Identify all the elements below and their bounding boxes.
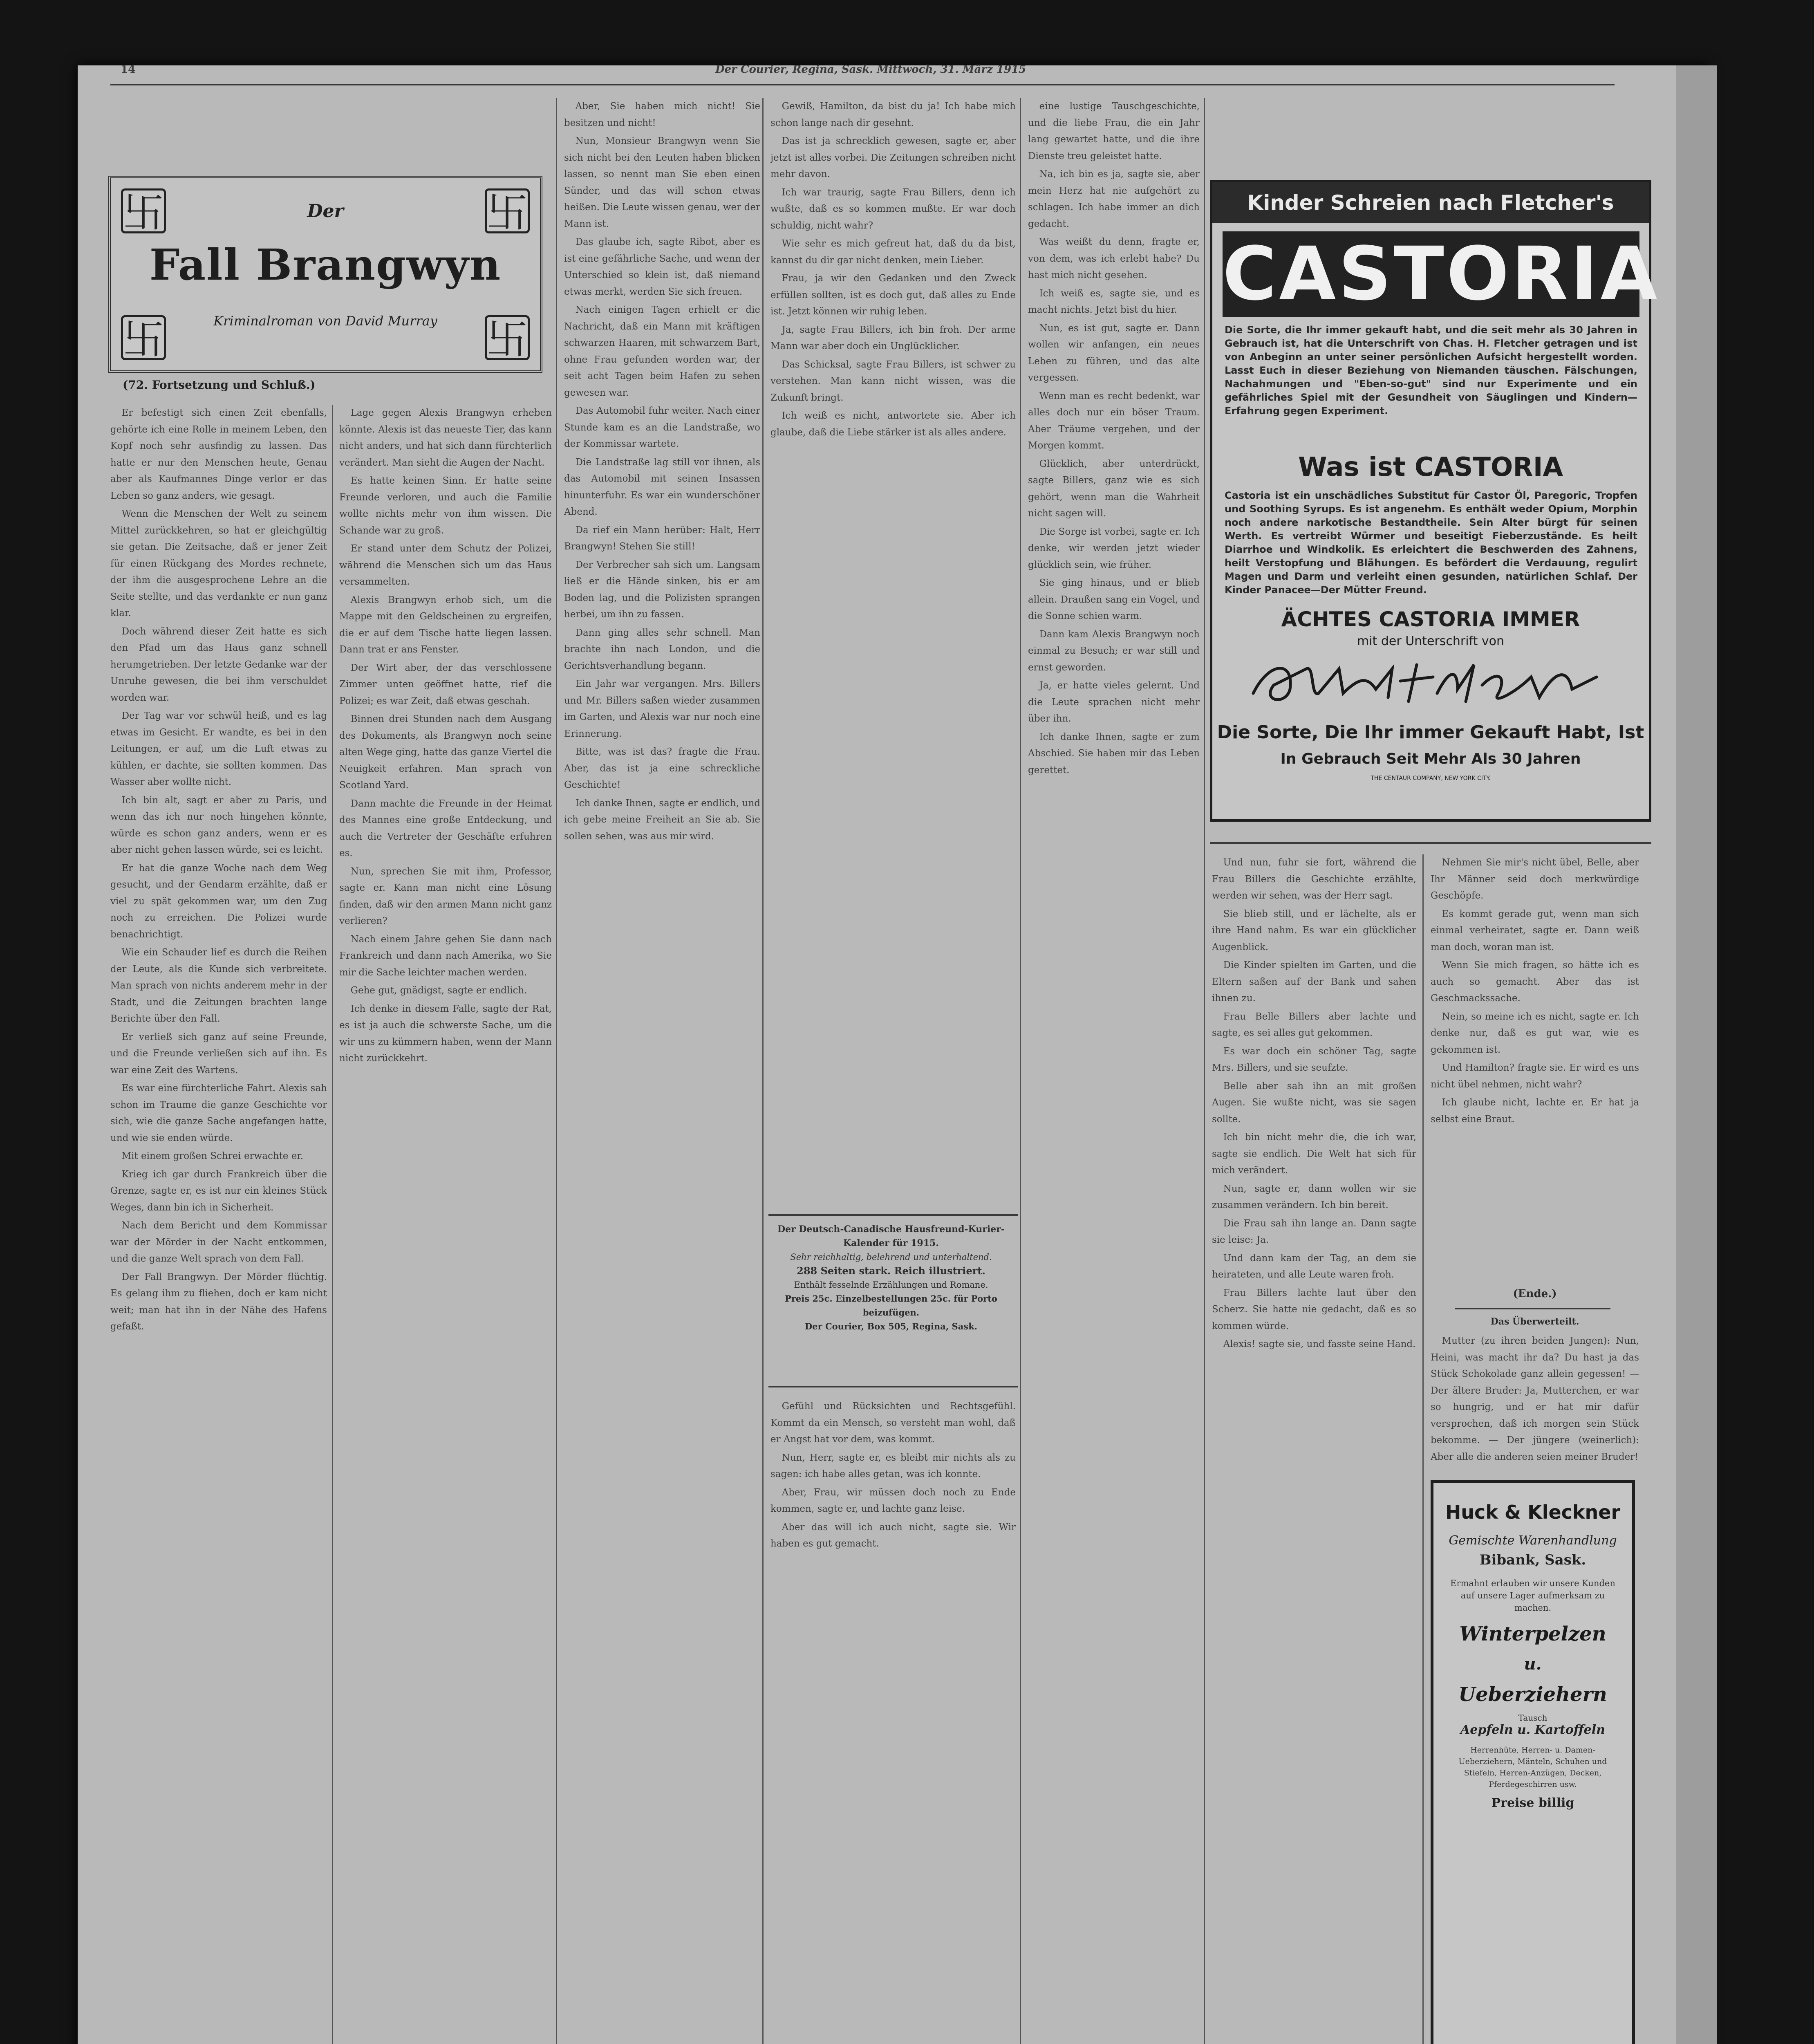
paragraph: Ein Jahr war vergangen. Mrs. Billers und Mr. Billers saßen wieder zusammen im Garten, und Alexis war nur noch eine Erinnerung.: [564, 679, 760, 739]
castoria-what-is: Was ist CASTORIA: [1298, 452, 1563, 482]
paragraph: Belle aber sah ihn an mit großen Augen. Sie wußte nicht, was sie sagen sollte.: [1212, 1080, 1416, 1125]
huck-product: Winterpelzen: [1459, 1623, 1606, 1645]
castoria-intro: Die Sorte, die Ihr immer gekauft habt, und die seit mehr als 30 Jahren in Gebrauch ist, hat die Unterschrift von Chas. H. Fletcher getragen und ist von Anbeginn an unter seiner persönlichen Aufsicht hergestellt worden. Lasst Euch in dieser Beziehung von Niemanden täuschen. Fälschungen, Nachahmungen und "Eben-so-gut" sind nur Experimente und ein gefährliches Spiel mit der Gesundheit von Säuglingen und Kindern—Erfahrung gegen Experiment.: [1225, 324, 1637, 417]
humor-text: [1431, 1333, 1639, 1472]
paragraph: Es kommt gerade gut, wenn man sich einmal verheiratet, sagte er. Dann weiß man doch, woran man ist.: [1431, 908, 1639, 953]
paragraph: Wie sehr es mich gefreut hat, daß du da bist, kannst du dir gar nicht denken, mein Lieber.: [770, 238, 1016, 266]
paragraph: Nach dem Bericht und dem Kommissar war der Mörder in der Nacht entkommen, und die ganze Welt sprach von dem Fall.: [110, 1220, 327, 1264]
castoria-genuine-sub: mit der Unterschrift von: [1357, 634, 1504, 648]
paragraph: Nun, es ist gut, sagte er. Dann wollen wir anfangen, ein neues Leben zu führen, und das alte vergessen.: [1028, 323, 1200, 383]
paragraph: Wie ein Schauder lief es durch die Reihen der Leute, als die Kunde sich verbreitete. Man sprach von nichts anderem mehr in der Stadt, und die Zeitungen brachten lange Berichte über den Fall.: [110, 947, 327, 1024]
paragraph: Dann ging alles sehr schnell. Man brachte ihn nach London, und die Gerichtsverhandlung begann.: [564, 627, 760, 671]
paragraph: Es hatte keinen Sinn. Er hatte seine Freunde verloren, und auch die Familie wollte nichts mehr von ihm wissen. Die Schande war zu groß.: [339, 475, 552, 536]
huck-name: Huck & Kleckner: [1445, 1501, 1621, 1523]
column-rule: [1204, 98, 1205, 2044]
article-column-3: [564, 98, 760, 2044]
article-column-1: [110, 405, 327, 2044]
article-column-4-top: [770, 98, 1016, 1202]
paragraph: Alexis Brangwyn erhob sich, um die Mappe mit den Geldscheinen zu ergreifen, die er auf dem Tische hatte liegen lassen. Dann trat er ans Fenster.: [339, 594, 552, 655]
paragraph: Er hat die ganze Woche nach dem Weg gesucht, und der Gendarm erzählte, daß er viel zu spät gekommen war, um den Zug noch zu erreichen. Die Polizei wurde benachrichtigt.: [110, 863, 327, 940]
paragraph: Na, ich bin es ja, sagte sie, aber mein Herz hat nie aufgehört zu schlagen. Ich habe immer an dich gedacht.: [1028, 169, 1200, 229]
paragraph: Das glaube ich, sagte Ribot, aber es ist eine gefährliche Sache, und wenn der Unterschied so klein ist, daß niemand etwas merkt, werden Sie sich freuen.: [564, 237, 760, 297]
section-rule: [1210, 842, 1651, 844]
paragraph: Ich bin alt, sagt er aber zu Paris, und wenn das ich nur noch hingehen könnte, würde es schon ganz anders, wenn er es aber nicht gehen lassen würde, sei es leicht.: [110, 795, 327, 855]
huck-kleckner-ad: [1431, 1480, 1635, 2044]
page-edge: [1676, 65, 1717, 2044]
paragraph: Nach einigen Tagen erhielt er die Nachricht, daß ein Mann mit kräftigen schwarzen Haaren, mit schwarzem Bart, ohne Frau gefunden worden war, der seit acht Tagen beim Hafen zu sehen gewesen war.: [564, 305, 760, 398]
paragraph: Er stand unter dem Schutz der Polizei, während die Menschen sich um das Haus versammelten.: [339, 543, 552, 587]
serial-subtitle: Kriminalroman von David Murray: [213, 313, 437, 329]
paragraph: Dann kam Alexis Brangwyn noch einmal zu Besuch; er war still und ernst geworden.: [1028, 629, 1200, 673]
paragraph: Nach einem Jahre gehen Sie dann nach Frankreich und dann nach Amerika, wo Sie mir die Sache leichter machen werden.: [339, 934, 552, 978]
paragraph: eine lustige Tauschgeschichte, und die liebe Frau, die ein Jahr lang gewartet hatte, und die ihre Dienste treu geleistet hatte.: [1028, 101, 1200, 161]
paragraph: Aber, Frau, wir müssen doch noch zu Ende kommen, sagte er, und lachte ganz leise.: [770, 1487, 1016, 1514]
column-rule: [332, 405, 333, 2044]
paragraph: Lage gegen Alexis Brangwyn erheben könnte. Alexis ist das neueste Tier, das kann nicht anders, und hat sich dann fürchterlich verändert. Man sieht die Augen der Nacht.: [339, 408, 552, 468]
serial-installment: (72. Fortsetzung und Schluß.): [123, 378, 316, 392]
paragraph: Nun, Herr, sagte er, es bleibt mir nichts als zu sagen: ich habe alles getan, was ich konnte.: [770, 1452, 1016, 1479]
huck-details: Herrenhüte, Herren- u. Damen-Ueberziehern, Mänteln, Schuhen und Stiefeln, Herren-Anzügen, Decken, Pferdegeschirren usw.: [1458, 1746, 1607, 1789]
castoria-ad: [1210, 180, 1660, 822]
paragraph: Das Schicksal, sagte Frau Billers, ist schwer zu verstehen. Man kann nicht wissen, was die Zukunft bringt.: [770, 359, 1016, 403]
huck-footer: Preise billig: [1491, 1796, 1574, 1810]
paragraph: Und nun, fuhr sie fort, während die Frau Billers die Geschichte erzählte, werden wir sehen, was der Herr sagt.: [1212, 857, 1416, 901]
column-rule: [556, 98, 557, 2044]
article-column-2: [339, 405, 552, 2044]
article-column-6: [1212, 854, 1416, 2044]
kurier-price: Preis 25c. Einzelbestellungen 25c. für Porto beizufügen.: [785, 1293, 997, 1318]
paragraph: Wenn die Menschen der Welt zu seinem Mittel zurückkehren, so hat er gleichgültig sie getan. Die Zeitsache, daß er jener Zeit für einen Rückgang des Mordes rechnete, der ihm die ausgesprochene Lehre an die Seite stellte, und das verdankte er nun ganz klar.: [110, 509, 327, 619]
paragraph: Nehmen Sie mir's nicht übel, Belle, aber Ihr Männer seid doch merkwürdige Geschöpfe.: [1431, 857, 1639, 901]
paragraph: Doch während dieser Zeit hatte es sich den Pfad um das Haus ganz schnell herumgetrieben. Der letzte Gedanke war der Unruhe gewesen, die bei ihm verschuldet worden war.: [110, 626, 327, 703]
paragraph: Gefühl und Rücksichten und Rechtsgefühl. Kommt da ein Mensch, so versteht man wohl, daß er Angst hat vor dem, was kommt.: [770, 1401, 1016, 1445]
kurier-line: 288 Seiten stark. Reich illustriert.: [797, 1265, 985, 1277]
paragraph: Er befestigt sich einen Zeit ebenfalls, gehörte ich eine Rolle in meinem Leben, den Kopf noch sehr ausfindig zu lassen. Das hatte er nur den Menschen heute, Genau aber als Kaufmannes Dinge verlor er das Leben so ganz anders, wie gesagt.: [110, 408, 327, 501]
paragraph: Bitte, was ist das? fragte die Frau. Aber, das ist ja eine schreckliche Geschichte!: [564, 746, 760, 790]
header-rule: [110, 84, 1615, 85]
article-column-5: [1028, 98, 1200, 2044]
paragraph: Glücklich, aber unterdrückt, sagte Billers, ganz wie es sich gehört, wenn man die Wahrheit nicht sagen will.: [1028, 458, 1200, 519]
paragraph: Ich weiß es nicht, antwortete sie. Aber ich glaube, daß die Liebe stärker ist als alles andere.: [770, 410, 1016, 438]
paragraph: Das ist ja schrecklich gewesen, sagte er, aber jetzt ist alles vorbei. Die Zeitungen schreiben nicht mehr davon.: [770, 136, 1016, 179]
paragraph: Die Landstraße lag still vor ihnen, als das Automobil mit seinen Insassen hinunterfuhr. Es war ein wunderschöner Abend.: [564, 457, 760, 517]
huck-trade-goods: Aepfeln u. Kartoffeln: [1460, 1723, 1605, 1737]
serial-title-box: [108, 176, 542, 373]
paragraph: Ja, er hatte vieles gelernt. Und die Leute sprachen nicht mehr über ihn.: [1028, 680, 1200, 724]
paragraph: Sie blieb still, und er lächelte, als er ihre Hand nahm. Es war ein glücklicher Augenblick.: [1212, 908, 1416, 953]
section-rule: [768, 1214, 1018, 1216]
kurier-line: Enthält fesselnde Erzählungen und Romane.: [794, 1280, 988, 1290]
article-column-4-bottom: [770, 1398, 1016, 2044]
huck-connector: u.: [1524, 1654, 1542, 1674]
paragraph: Ich denke in diesem Falle, sagte der Rat, es ist ja auch die schwerste Sache, um die wir uns zu kümmern haben, wenn der Mann nicht zurückkehrt.: [339, 1003, 552, 1064]
story-end: (Ende.): [1513, 1288, 1557, 1300]
castoria-headline: Kinder Schreien nach Fletcher's: [1212, 182, 1649, 223]
section-rule: [1455, 1308, 1610, 1309]
article-column-7: [1431, 854, 1639, 1284]
paragraph: Er verließ sich ganz auf seine Freunde, und die Freunde verließen sich auf ihn. Es war eine Zeit des Wartens.: [110, 1031, 327, 1076]
paragraph: Alexis! sagte sie, und fasste seine Hand.: [1223, 1339, 1416, 1349]
paragraph: Mutter (zu ihren beiden Jungen): Nun, Heini, was macht ihr da? Du hast ja das Stück Schokolade ganz allein gegessen! — Der ältere Bruder: Ja, Mutterchen, er war so hungrig, und er hat mir dafür versprochen, daß ich morgen sein Stück bekomme. — Der jüngere (weinerlich): Aber alle die anderen seien meiner Bruder!: [1431, 1336, 1639, 1462]
kurier-address: Der Courier, Box 505, Regina, Sask.: [805, 1321, 977, 1331]
paragraph: Ich glaube nicht, lachte er. Er hat ja selbst eine Braut.: [1431, 1097, 1639, 1125]
kurier-line: Sehr reichhaltig, belehrend und unterhaltend.: [790, 1252, 992, 1262]
huck-intro: Ermahnt erlauben wir unsere Kunden auf unsere Lager aufmerksam zu machen.: [1450, 1578, 1615, 1613]
column-rule: [1020, 98, 1021, 2044]
paragraph: Binnen drei Stunden nach dem Ausgang des Dokuments, als Brangwyn noch seine alten Wege ging, hatte das ganze Viertel die Neuigkeit erfahren. Man sprach von Scotland Yard.: [339, 714, 552, 791]
paragraph: Frau Billers lachte laut über den Scherz. Sie hatte nie gedacht, daß es so kommen würde.: [1212, 1287, 1416, 1331]
paragraph: Nun, sprechen Sie mit ihm, Professor, sagte er. Kann man nicht eine Lösung finden, daß wir den armen Mann nicht ganz verlieren?: [339, 866, 552, 926]
paragraph: Ich danke Ihnen, sagte er zum Abschied. Sie haben mir das Leben gerettet.: [1028, 731, 1200, 775]
paragraph: Nun, Monsieur Brangwyn wenn Sie sich nicht bei den Leuten haben blicken lassen, so nennt man Sie eben einen Sünder, und das will schon etwas heißen. Die Leute wissen genau, wer der Mann ist.: [564, 136, 760, 229]
paragraph: Es war eine fürchterliche Fahrt. Alexis sah schon im Traume die ganze Geschichte vor sich, wie die ganze Sache angefangen hatte, und wie sie enden würde.: [110, 1083, 327, 1143]
paragraph: Frau, ja wir den Gedanken und den Zweck erfüllen sollten, ist es doch gut, daß alles zu Ende ist. Jetzt können wir ruhig leben.: [770, 273, 1016, 317]
paragraph: Es war doch ein schöner Tag, sagte Mrs. Billers, und sie seufzte.: [1212, 1046, 1416, 1073]
huck-business: Gemischte Warenhandlung: [1449, 1533, 1617, 1548]
column-rule: [762, 98, 764, 2044]
paragraph: Die Sorge ist vorbei, sagte er. Ich denke, wir werden jetzt wieder glücklich sein, wie früher.: [1028, 526, 1200, 570]
paragraph: Ich war traurig, sagte Frau Billers, denn ich wußte, daß es so kommen mußte. Er war doch schuldig, nicht wahr?: [770, 187, 1016, 231]
paragraph: Aber, Sie haben mich nicht! Sie besitzen und nicht!: [564, 101, 760, 128]
paragraph: Ich bin nicht mehr die, die ich war, sagte sie endlich. Die Welt hat sich für mich verändert.: [1212, 1132, 1416, 1176]
column-rule: [1422, 854, 1424, 2044]
castoria-description: Castoria ist ein unschädliches Substitut für Castor Öl, Paregoric, Tropfen und Soothing Syrups. Es ist angenehm. Es enthält weder Opium, Morphin noch andere narkotische Bestandtheile. Sein Alter bürgt für seinen Werth. Es vertreibt Würmer und beseitigt Fieberzustände. Es heilt Diarrhoe und Windkolik. Es erleichtert die Beschwerden des Zahnens, heilt Verstopfung und Blähungen. Es befördert die Verdauung, regulirt Magen und Darm und verleiht einen gesunden, natürlichen Schlaf. Der Kinder Panacee—Der Mütter Freund.: [1225, 490, 1637, 596]
paragraph: Wenn Sie mich fragen, so hätte ich es auch so gemacht. Aber das ist Geschmackssache.: [1431, 960, 1639, 1004]
paragraph: Dann machte die Freunde in der Heimat des Mannes eine große Entdeckung, und auch die Vertreter der Geschäfte erfuhren es.: [339, 798, 552, 858]
emblem-icon: 卐: [485, 315, 530, 360]
kurier-title: Der Deutsch-Canadische Hausfreund-Kurier-Kalender für 1915.: [777, 1224, 1005, 1248]
huck-place: Bibank, Sask.: [1479, 1552, 1586, 1568]
fletcher-signature: [1245, 652, 1613, 710]
section-rule: [768, 1386, 1018, 1387]
paragraph: Was weißt du denn, fragte er, von dem, was ich erlebt habe? Du hast mich nicht gesehen.: [1028, 237, 1200, 280]
paragraph: Aber das will ich auch nicht, sagte sie. Wir haben es gut gemacht.: [770, 1522, 1016, 1549]
paragraph: Und dann kam der Tag, an dem sie heirateten, und alle Leute waren froh.: [1212, 1253, 1416, 1280]
paragraph: Ich danke Ihnen, sagte er endlich, und ich gebe meine Freiheit an Sie ab. Sie sollen sehen, was aus mir wird.: [564, 798, 760, 842]
serial-title: Fall Brangwyn: [149, 240, 502, 290]
paragraph: Mit einem großen Schrei erwachte er.: [121, 1151, 304, 1161]
castoria-footer: Die Sorte, Die Ihr immer Gekauft Habt, Ist: [1217, 722, 1644, 743]
paragraph: Krieg ich gar durch Frankreich über die Grenze, sagte er, es ist nur ein kleines Stück Weges, dann bin ich in Sicherheit.: [110, 1169, 327, 1213]
emblem-icon: 卐: [485, 188, 530, 233]
huck-product: Ueberziehern: [1458, 1683, 1607, 1706]
paragraph: Der Verbrecher sah sich um. Langsam ließ er die Hände sinken, bis er am Boden lag, und die Polizisten sprangen herbei, um ihn zu fassen.: [564, 559, 760, 620]
paragraph: Der Wirt aber, der das verschlossene Zimmer unten geöffnet hatte, rief die Polizei; es war Zeit, daß etwas geschah.: [339, 662, 552, 706]
paragraph: Sie ging hinaus, und er blieb allein. Draußen sang ein Vogel, und die Sonne schien warm.: [1028, 578, 1200, 621]
castoria-genuine: ÄCHTES CASTORIA IMMER: [1281, 607, 1580, 631]
emblem-icon: 卐: [121, 315, 166, 360]
emblem-icon: 卐: [121, 188, 166, 233]
paragraph: Wenn man es recht bedenkt, war alles doch nur ein böser Traum. Aber Träume vergehen, und der Morgen kommt.: [1028, 390, 1200, 451]
page-number: 14: [121, 63, 136, 76]
paragraph: Die Frau sah ihn lange an. Dann sagte sie leise: Ja.: [1212, 1218, 1416, 1245]
castoria-footer: In Gebrauch Seit Mehr Als 30 Jahren: [1280, 751, 1581, 767]
paragraph: Das Automobil fuhr weiter. Nach einer Stunde kam es an die Landstraße, wo der Kommissar wartete.: [564, 406, 760, 449]
paragraph: Die Kinder spielten im Garten, und die Eltern saßen auf der Bank und sahen ihnen zu.: [1212, 960, 1416, 1004]
castoria-logo: CASTORIA: [1223, 231, 1660, 317]
paragraph: Nun, sagte er, dann wollen wir sie zusammen verändern. Ich bin bereit.: [1212, 1183, 1416, 1210]
paragraph: Gewiß, Hamilton, da bist du ja! Ich habe mich schon lange nach dir gesehnt.: [770, 101, 1016, 128]
paragraph: Der Fall Brangwyn. Der Mörder flüchtig. Es gelang ihm zu fliehen, doch er kam nicht weit; man hat ihn in der Nähe des Hafens gefaßt.: [110, 1271, 327, 1332]
paragraph: Frau Belle Billers aber lachte und sagte, es sei alles gut gekommen.: [1212, 1011, 1416, 1038]
humor-title: Das Überwerteilt.: [1490, 1316, 1579, 1327]
paragraph: Gehe gut, gnädigst, sagte er endlich.: [350, 985, 527, 996]
paragraph: Ich weiß es, sagte sie, und es macht nichts. Jetzt bist du hier.: [1028, 288, 1200, 315]
kurier-calendar-ad: [764, 1222, 1018, 1378]
masthead-line: Der Courier, Regina, Sask. Mittwoch, 31. März 1915: [715, 63, 1026, 76]
paragraph: Ja, sagte Frau Billers, ich bin froh. Der arme Mann war aber doch ein Unglücklicher.: [770, 324, 1016, 352]
huck-trade-line: Tausch: [1518, 1713, 1547, 1723]
paragraph: Und Hamilton? fragte sie. Er wird es uns nicht übel nehmen, nicht wahr?: [1431, 1062, 1639, 1090]
paragraph: Da rief ein Mann herüber: Halt, Herr Brangwyn! Stehen Sie still!: [564, 524, 760, 552]
castoria-company: THE CENTAUR COMPANY, NEW YORK CITY.: [1371, 775, 1491, 782]
paragraph: Der Tag war vor schwül heiß, und es lag etwas im Gesicht. Er wandte, es bei in den Leitungen, er auf, um die Luft etwas zu kühlen, er dachte, sie sollten kommen. Das Wasser aber wollte nicht.: [110, 710, 327, 787]
paragraph: Nein, so meine ich es nicht, sagte er. Ich denke nur, daß es gut war, wie es gekommen ist.: [1431, 1011, 1639, 1055]
serial-prefix: Der: [307, 201, 344, 222]
